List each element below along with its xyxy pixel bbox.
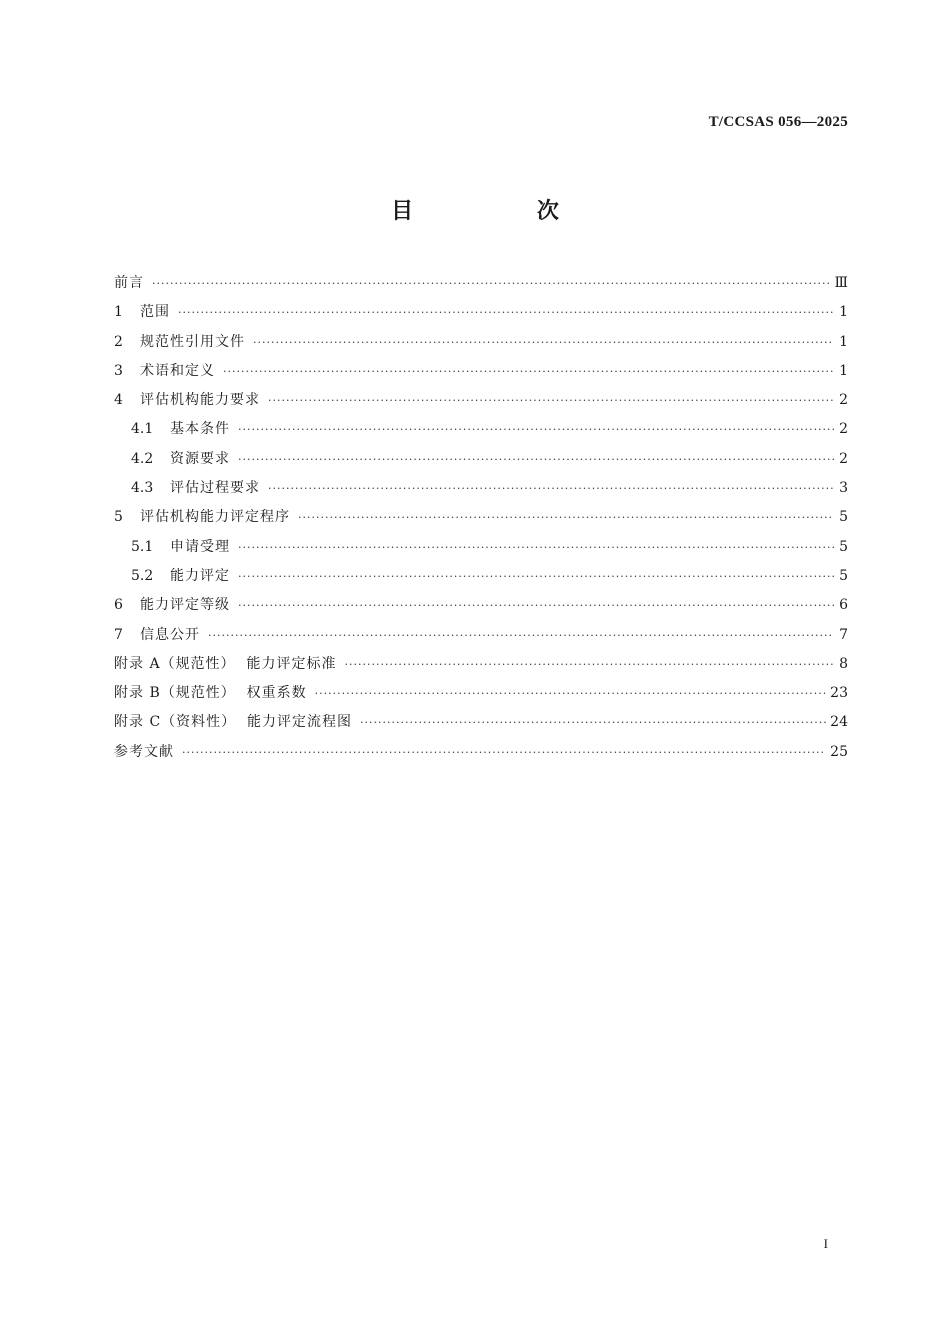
toc-section-number: 7	[114, 626, 123, 643]
toc-page-number: 2	[839, 421, 848, 438]
toc-page-number: 25	[830, 743, 848, 760]
toc-label: 参考文献	[114, 743, 174, 760]
toc-section-number: 3	[114, 362, 123, 379]
toc-entry-2[interactable]	[114, 331, 848, 360]
toc-entry-5-2[interactable]	[114, 565, 848, 594]
toc-section-number: 5.1	[131, 538, 154, 555]
toc-page-number: 5	[839, 509, 848, 526]
toc-entry-4[interactable]	[114, 389, 848, 418]
toc-page-number: Ⅲ	[834, 275, 848, 291]
toc-label: 能力评定等级	[140, 597, 230, 614]
toc-label: 附录 C（资料性） 能力评定流程图	[114, 714, 353, 731]
toc-section-number: 4.2	[131, 450, 154, 467]
page-title: 目 次	[391, 199, 617, 224]
toc-entry-appendix-c[interactable]	[114, 711, 848, 740]
toc-label: 评估过程要求	[170, 480, 260, 497]
toc-leader-dots	[344, 654, 834, 676]
toc-leader-dots	[238, 566, 834, 588]
toc-leader-dots	[238, 537, 834, 559]
toc-page-number: 2	[839, 392, 848, 409]
toc-page-number: 5	[839, 538, 848, 555]
toc-page-number: 6	[839, 597, 848, 614]
toc-entry-1[interactable]	[114, 301, 848, 330]
toc-entry-5[interactable]	[114, 506, 848, 535]
document-code: T/CCSAS 056—2025	[708, 114, 848, 130]
toc-section-number: 4	[114, 392, 123, 409]
toc-page-number: 1	[839, 362, 848, 379]
toc-leader-dots	[152, 273, 830, 295]
toc-entry-appendix-a[interactable]	[114, 653, 848, 682]
toc-page-number: 8	[839, 655, 848, 672]
toc-leader-dots	[238, 595, 834, 617]
toc-leader-dots	[238, 449, 834, 471]
toc-page-number: 2	[839, 450, 848, 467]
toc-label: 申请受理	[170, 538, 230, 555]
toc-entry-appendix-b[interactable]	[114, 682, 848, 711]
toc-label: 前言	[114, 275, 144, 291]
toc-entry-4-2[interactable]	[114, 448, 848, 477]
toc-section-number: 4.1	[131, 421, 154, 438]
toc-label: 评估机构能力要求	[140, 392, 260, 409]
toc-entry-7[interactable]	[114, 624, 848, 653]
toc-page-number: 7	[839, 626, 848, 643]
toc-leader-dots	[182, 742, 826, 764]
toc-page-number: 24	[830, 714, 848, 731]
toc-page-number: 1	[839, 333, 848, 350]
toc-section-number: 6	[114, 597, 123, 614]
toc-page-number: 1	[839, 304, 848, 321]
toc-label: 范围	[140, 304, 170, 321]
toc-section-number: 1	[114, 304, 123, 321]
toc-entry-4-1[interactable]	[114, 418, 848, 447]
toc-leader-dots	[223, 361, 834, 383]
table-of-contents	[114, 272, 848, 770]
toc-leader-dots	[315, 683, 827, 705]
toc-leader-dots	[268, 478, 834, 500]
toc-label: 规范性引用文件	[140, 333, 245, 350]
toc-entry-5-1[interactable]	[114, 536, 848, 565]
toc-section-number: 2	[114, 333, 123, 350]
toc-leader-dots	[238, 419, 834, 441]
toc-label: 附录 B（规范性） 权重系数	[114, 685, 307, 702]
toc-section-number: 4.3	[131, 480, 154, 497]
toc-leader-dots	[268, 390, 834, 412]
toc-label: 评估机构能力评定程序	[140, 509, 290, 526]
toc-leader-dots	[178, 302, 834, 324]
toc-entry-6[interactable]	[114, 594, 848, 623]
toc-label: 术语和定义	[140, 362, 215, 379]
toc-label: 附录 A（规范性） 能力评定标准	[114, 655, 337, 672]
toc-label: 资源要求	[170, 450, 230, 467]
page-number: I	[823, 1236, 828, 1251]
toc-leader-dots	[360, 712, 826, 734]
toc-label: 信息公开	[140, 626, 200, 643]
toc-page-number: 5	[839, 567, 848, 584]
toc-page-number: 3	[839, 480, 848, 497]
toc-entry-3[interactable]	[114, 360, 848, 389]
toc-label: 能力评定	[170, 567, 230, 584]
toc-section-number: 5	[114, 509, 123, 526]
toc-leader-dots	[208, 625, 834, 647]
toc-entry-references[interactable]	[114, 741, 848, 770]
toc-entry-foreword[interactable]	[114, 272, 848, 301]
toc-page-number: 23	[830, 685, 848, 702]
toc-section-number: 5.2	[131, 567, 154, 584]
toc-leader-dots	[298, 507, 834, 529]
toc-label: 基本条件	[170, 421, 230, 438]
toc-entry-4-3[interactable]	[114, 477, 848, 506]
toc-leader-dots	[253, 332, 834, 354]
